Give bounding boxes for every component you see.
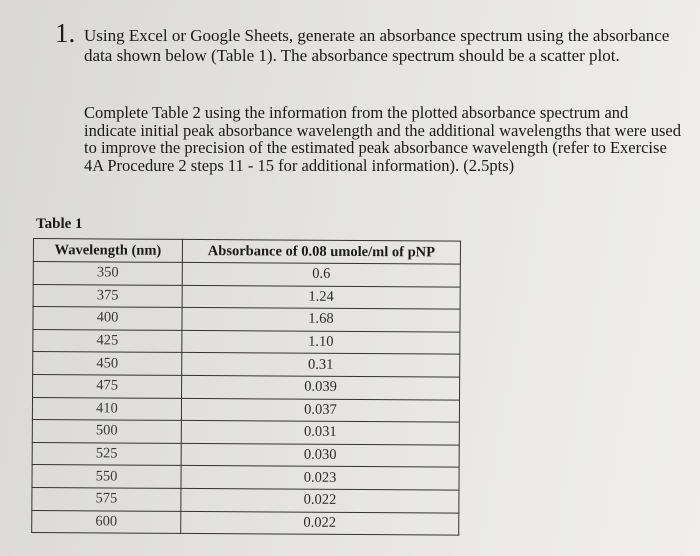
wavelength-cell: 410 [32, 397, 181, 421]
wavelength-cell: 375 [33, 284, 182, 308]
table-row [33, 284, 460, 309]
table-row [33, 262, 460, 287]
table-header-row [33, 239, 460, 265]
question-text: Using Excel or Google Sheets, generate an absorbance spectrum using the absorbance data shown below (Table 1). The absorbance spectrum should be a scatter plot. [84, 26, 670, 65]
wavelength-cell: 400 [33, 307, 182, 331]
wavelength-cell: 475 [33, 374, 182, 398]
table-row [33, 374, 460, 399]
absorbance-cell: 0.030 [181, 443, 459, 467]
absorbance-cell: 0.31 [182, 353, 460, 377]
absorbance-cell: 1.24 [182, 285, 460, 309]
absorbance-table [31, 238, 461, 536]
table-caption: Table 1 [36, 216, 83, 232]
wavelength-cell: 350 [33, 262, 182, 286]
absorbance-cell: 0.023 [181, 466, 459, 490]
absorbance-cell: 0.022 [181, 488, 459, 512]
absorbance-cell: 1.68 [182, 308, 460, 332]
table-row [32, 397, 459, 422]
instructions-text: Complete Table 2 using the information from the plotted absorbance spectrum and indicate initial peak absorbance wavelength and the additional wavelengths that were used to improve the precision of the estimated peak absorbance wavelength (refer to Exercise 4A Procedure 2 steps 11 - 15 for additional information). (2.5pts) [84, 103, 681, 175]
table-row [32, 487, 459, 512]
table-row [33, 329, 460, 354]
wavelength-cell: 600 [32, 510, 181, 534]
wavelength-cell: 525 [32, 442, 181, 466]
table-row [32, 442, 459, 467]
table-row [32, 465, 459, 490]
absorbance-cell: 1.10 [182, 330, 460, 354]
table-row [33, 307, 460, 332]
question-number: 1. [55, 18, 76, 48]
wavelength-cell: 450 [33, 352, 182, 376]
absorbance-cell: 0.031 [181, 421, 459, 445]
wavelength-cell: 550 [32, 465, 181, 489]
table-row [32, 420, 459, 445]
absorbance-cell: 0.039 [182, 375, 460, 399]
wavelength-cell: 500 [32, 420, 181, 444]
table-row [32, 510, 459, 535]
absorbance-cell: 0.037 [181, 398, 459, 422]
wavelength-cell: 425 [33, 329, 182, 353]
wavelength-cell: 575 [32, 487, 181, 511]
absorbance-cell: 0.6 [182, 262, 460, 286]
table-row [33, 352, 460, 377]
header-wavelength: Wavelength (nm) [33, 239, 182, 263]
absorbance-cell: 0.022 [181, 511, 459, 535]
header-absorbance: Absorbance of 0.08 umole/ml of pNP [182, 239, 460, 264]
